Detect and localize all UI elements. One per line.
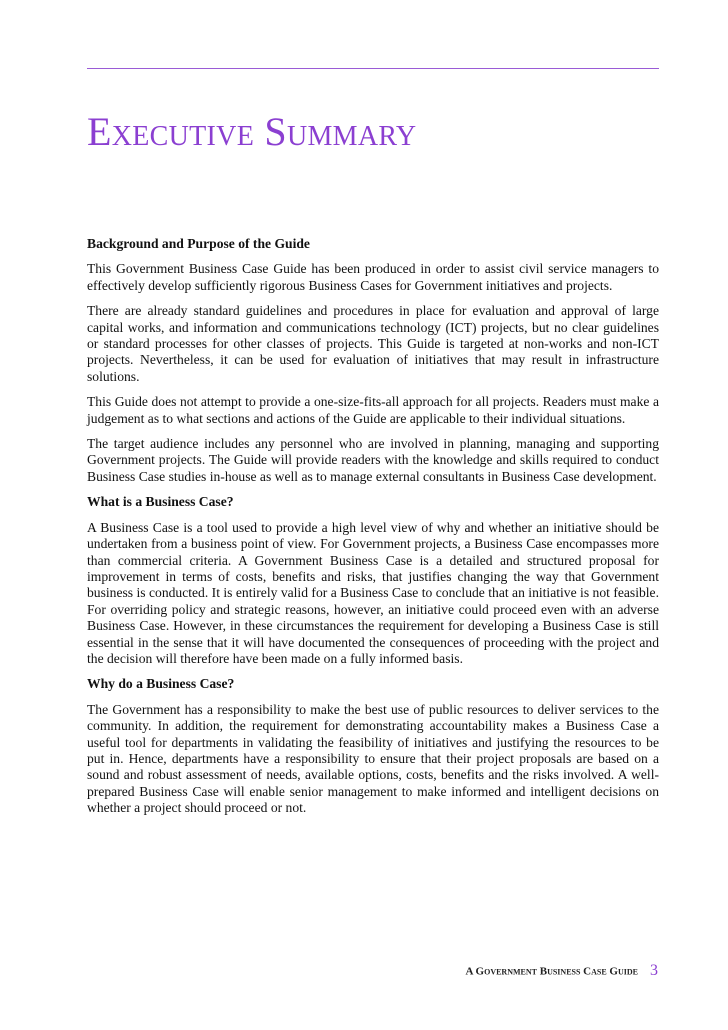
paragraph: The target audience includes any personnel who are involved in planning, managing and supporting Government projects. The Guide will provide readers with the knowledge and skills required to conduct Business Case studies in-house as well as to manage external consultants in Business Case development. bbox=[87, 436, 659, 484]
paragraph: The Government has a responsibility to make the best use of public resources to deliver services to the community. In addition, the requirement for demonstrating accountability makes a Business Case a useful tool for departments in validating the feasibility of initiatives and justifying the resources to be put in. Hence, departments have a responsibility to ensure that their project proposals are based on a sound and robust assessment of needs, available options, costs, benefits and the risks involved. A well-prepared Business Case will enable senior management to make informed and intelligent decisions on whether a project should proceed or not. bbox=[87, 701, 659, 816]
paragraph: There are already standard guidelines and procedures in place for evaluation and approval of large capital works, and information and communications technology (ICT) projects, but no clear guidelines or standard processes for other classes of projects. This Guide is targeted at non-works and non-ICT projects. Nevertheless, it can be used for evaluation of initiatives that may result in infrastructure solutions. bbox=[87, 303, 659, 384]
section-heading: Why do a Business Case? bbox=[87, 676, 235, 692]
top-rule bbox=[87, 68, 659, 69]
paragraph: This Government Business Case Guide has been produced in order to assist civil service managers to effectively develop sufficiently rigorous Business Cases for Government initiatives and projects. bbox=[87, 261, 659, 293]
section-what-is-business-case bbox=[87, 494, 659, 667]
paragraph: This Guide does not attempt to provide a one-size-fits-all approach for all projects. Readers must make a judgement as to what sections and actions of the Guide are applicable to their individual situations. bbox=[87, 394, 659, 426]
section-heading: Background and Purpose of the Guide bbox=[87, 236, 310, 251]
section-background bbox=[87, 236, 659, 485]
paragraph: A Business Case is a tool used to provide a high level view of why and whether an initiative should be undertaken from a business point of view. For Government projects, a Business Case encompasses more than commercial criteria. A Government Business Case is a detailed and structured proposal for improvement in terms of costs, benefits and risks, that justifies changing the way that Government business is conducted. It is entirely valid for a Business Case to conclude that an initiative is not feasible. For overriding policy and strategic reasons, however, an initiative could proceed even with an adverse Business Case. However, in these circumstances the requirement for developing a Business Case is still essential in the sense that it will have documented the consequences of proceeding with the project and the decision will therefore have been made on a fully informed basis. bbox=[87, 519, 659, 666]
footer-title: A Government Business Case Guide bbox=[465, 965, 638, 978]
page-number: 3 bbox=[650, 962, 658, 980]
section-why-business-case bbox=[87, 676, 659, 816]
document-body bbox=[87, 236, 659, 826]
page-title: Executive Summary bbox=[87, 109, 417, 154]
section-heading: What is a Business Case? bbox=[87, 494, 234, 510]
page-footer bbox=[465, 962, 658, 980]
